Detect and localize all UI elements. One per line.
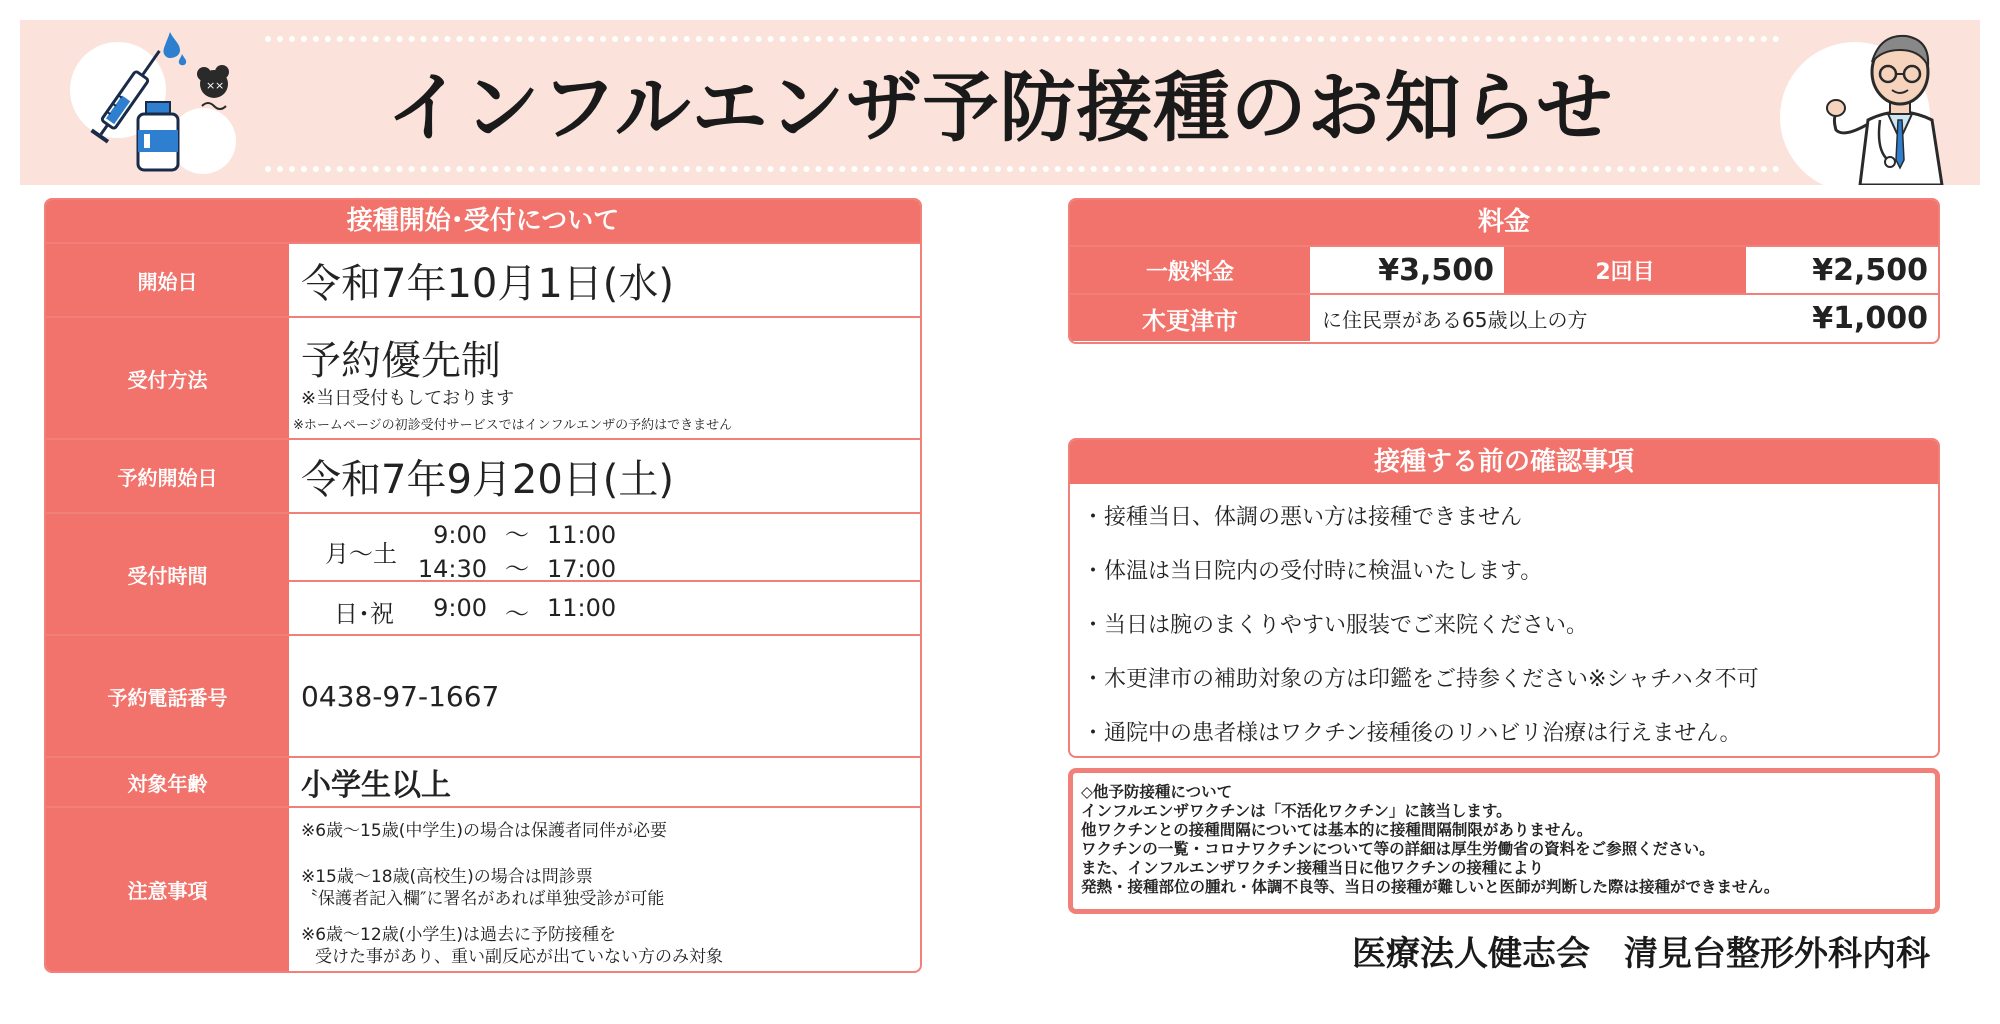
second-fee-label: 2回目 — [1504, 247, 1746, 293]
doctor-illustration — [1810, 20, 1990, 185]
pre-check-title: 接種する前の確認事項 — [1070, 440, 1938, 484]
sweat-drop-icon — [160, 28, 190, 68]
weekday-days: 月～土 — [325, 540, 397, 568]
hours-label: 受付時間 — [46, 514, 289, 634]
caution-line: ※6歳～15歳(中学生)の場合は保護者同伴が必要 — [301, 821, 667, 841]
hours-holiday — [289, 580, 920, 634]
check-item: ・接種当日、体調の悪い方は接種できません — [1082, 505, 1523, 530]
note-line: 他ワクチンとの接種間隔については基本的に接種間隔制限がありません。 — [1081, 821, 1593, 839]
other-vaccines-note — [1068, 768, 1940, 914]
caution-line: ※15歳～18歳(高校生)の場合は問診票 — [301, 867, 593, 887]
slot-sep: ～ — [505, 555, 529, 583]
phone-label: 予約電話番号 — [46, 636, 289, 756]
schedule-table — [44, 198, 922, 973]
holiday-slot-1 — [409, 594, 659, 629]
fee-table — [1068, 198, 1940, 344]
slot-start: 9:00 — [433, 521, 487, 549]
check-item: ・体温は当日院内の受付時に検温いたします。 — [1082, 559, 1543, 584]
clinic-name: 医療法人健志会 清見台整形外科内科 — [1352, 934, 1930, 974]
note-line: ◇他予防接種について — [1081, 783, 1233, 801]
slot-end: 11:00 — [547, 521, 617, 549]
pre-check-box — [1068, 438, 1940, 758]
schedule-title: 接種開始･受付について — [46, 200, 920, 242]
note-line: 発熱・接種部位の腫れ・体調不良等、当日の接種が難しいと医師が判断した際は接種ができません。 — [1081, 878, 1780, 896]
note-line: インフルエンザワクチンは「不活化ワクチン」に該当します。 — [1081, 802, 1512, 820]
city-fee-desc: に住民票がある65歳以上の方 — [1322, 307, 1588, 332]
age-label: 対象年齢 — [46, 758, 289, 806]
method-value: 予約優先制 — [301, 338, 501, 384]
weekday-slot-1 — [409, 518, 659, 552]
phone-value[interactable]: 0438-97-1667 — [301, 679, 500, 713]
slot-start: 14:30 — [417, 555, 487, 583]
start-date-value: 令和7年10月1日(水) — [301, 260, 675, 307]
caution-line: ※6歳～12歳(小学生)は過去に予防接種を — [301, 925, 616, 945]
page-title: インフルエンザ予防接種のお知らせ — [386, 63, 1614, 152]
method-note-1: ※当日受付もしております — [301, 388, 515, 409]
note-line: ワクチンの一覧・コロナワクチンについて等の詳細は厚生労働省の資料をご参照ください。 — [1081, 840, 1715, 858]
slot-start: 9:00 — [433, 594, 487, 622]
check-item: ・通院中の患者様はワクチン接種後のリハビリ治療は行えません。 — [1082, 721, 1742, 746]
city-fee-label: 木更津市 — [1070, 295, 1310, 341]
start-date-label: 開始日 — [46, 244, 289, 316]
method-note-2: ※ホームページの初診受付サービスではインフルエンザの予約はできません — [293, 418, 733, 433]
slot-sep: ～ — [505, 600, 529, 628]
slot-end: 11:00 — [547, 594, 617, 622]
caution-line: 〝保護者記入欄″に署名があれば単独受診が可能 — [301, 889, 665, 909]
note-line: また、インフルエンザワクチン接種当日に他ワクチンの接種により — [1081, 859, 1544, 877]
slot-sep: ～ — [505, 521, 529, 549]
row-cautions — [46, 806, 920, 971]
fee-title: 料金 — [1070, 200, 1938, 245]
reservation-start-label: 予約開始日 — [46, 440, 289, 512]
second-fee-price: ¥2,500 — [1812, 252, 1928, 288]
cautions-label: 注意事項 — [46, 808, 289, 971]
method-label: 受付方法 — [46, 318, 289, 438]
svg-text:×: × — [215, 79, 225, 92]
slot-end: 17:00 — [547, 555, 617, 583]
check-item: ・当日は腕のまくりやすい服装でご来院ください。 — [1082, 613, 1589, 638]
general-fee-price: ¥3,500 — [1378, 252, 1494, 288]
hours-weekday — [289, 514, 920, 583]
row-phone — [46, 634, 920, 756]
fee-row-general — [1070, 245, 1938, 293]
row-age — [46, 756, 920, 806]
row-hours — [46, 512, 920, 634]
dotted-line-bottom — [265, 166, 1780, 172]
check-item: ・木更津市の補助対象の方は印鑑をご持参ください※シャチハタ不可 — [1082, 667, 1759, 692]
holiday-days: 日･祝 — [334, 600, 394, 628]
svg-text:×: × — [206, 79, 216, 92]
caution-line: 受けた事があり、重い副反応が出ていない方のみ対象 — [315, 947, 723, 967]
dotted-line-top — [265, 36, 1780, 42]
row-method — [46, 316, 920, 438]
header-banner — [20, 20, 1980, 185]
general-fee-label: 一般料金 — [1070, 247, 1310, 293]
age-value: 小学生以上 — [301, 768, 451, 803]
city-fee-price: ¥1,000 — [1812, 300, 1928, 336]
row-reservation-start — [46, 438, 920, 512]
reservation-start-value: 令和7年9月20日(土) — [301, 456, 675, 503]
row-start-date — [46, 242, 920, 316]
fee-row-city — [1070, 293, 1938, 341]
